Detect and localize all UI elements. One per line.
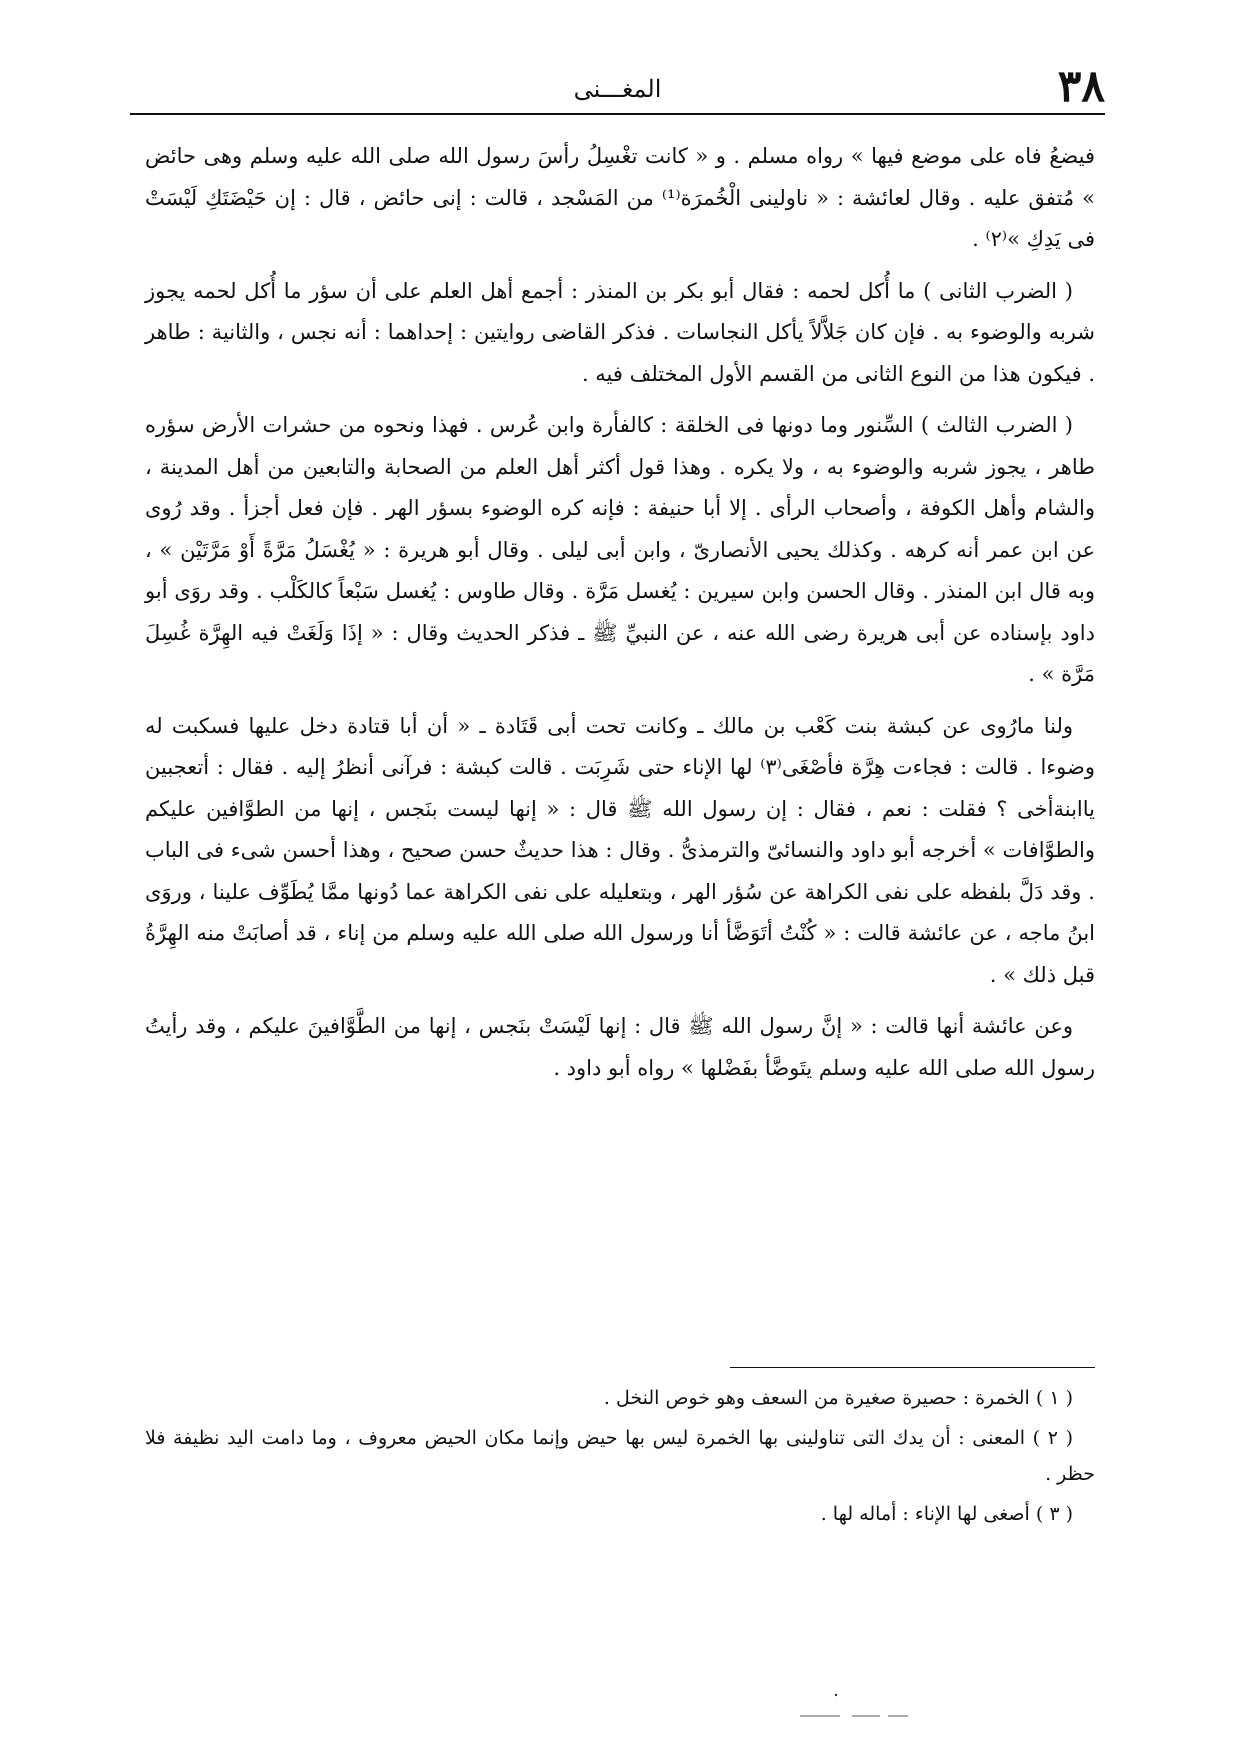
paragraph-3: ( الضرب الثالث ) السِّنور وما دونها فى الخلقة : كالفأرة وابن عُرس . فهذا ونحوه من حشرات الأرض سؤره طاهر ، يجوز شربه والوضوء به ، ولا يكره . وهذا قول أكثر أهل العلم من الصحابة والتابعين من أهل المدينة ، والشام وأهل الكوفة ، وأصحاب الرأى . إلا أبا حنيفة : فإنه كره الوضوء بسؤر الهر . فإن فعل أجزأ . وقد رُوى عن ابن عمر أنه كرهه . وكذلك يحيى الأنصارىّ ، وابن أبى ليلى . وقال أبو هريرة : « يُغْسَلُ مَرَّةً أَوْ مَرَّتَيْن » ، وبه قال ابن المنذر . وقال الحسن وابن سيرين : يُغسل مَرَّة . وقال طاوس : يُغسل سَبْعاً كالكَلْب . وقد روَى أبو داود بإسناده عن أبى هريرة رضى الله عنه ، عن النبيِّ ﷺ ـ فذكر الحديث وقال : « إذَا وَلَغَتْ فيه الهِرَّة غُسِلَ مَرَّة » . [145, 413, 1095, 686]
footnote-3: ( ٣ ) أصغى لها الإناء : أماله لها . [820, 1503, 1073, 1525]
paragraph-4: ولنا مارُوى عن كبشة بنت كَعْب بن مالك ـ وكانت تحت أبى قَتَادة ـ « أن أبا قتادة دخل عليها فسكبت له وضوءا . قالت : فجاءت هِرَّة فأصْغَى⁽٣⁾ لها الإناء حتى شَرِبَت . قالت كبشة : فرآنى أنظرُ إليه . فقال : أتعجبين ياابنةأخى ؟ فقلت : نعم ، فقال : إن رسول الله ﷺ قال : « إنها ليست بنَجس ، إنها من الطوَّافين عليكم والطوَّافات » أخرجه أبو داود والنسائىّ والترمذىُّ . وقال : هذا حديثٌ حسن صحيح ، وهذا أحسن شىء فى الباب . وقد دَلَّ بلفظه على نفى الكراهة عن سُؤر الهر ، وبتعليله على نفى الكراهة عما دُونها ممَّا يُطَوِّف علينا ، وروَى ابنُ ماجه ، عن عائشة قالت : « كُنْتُ أتَوَضَّأ أنا ورسول الله صلى الله عليه وسلم من إناء ، قد أصابَتْ منه الهِرَّةُ قبل ذلك » . [145, 713, 1096, 987]
footnote-rule [730, 1367, 1095, 1368]
footnote-2: ( ٢ ) المعنى : أن يدك التى تناولينى بها الخمرة ليس بها حيض وإنما مكان الحيض معروف ، وما دامت اليد نظيفة فلا حظر . [145, 1427, 1095, 1485]
page-header [130, 62, 1105, 112]
footnotes [145, 1380, 1095, 1536]
header-rule [130, 113, 1105, 115]
scan-artifact-marks [800, 1690, 910, 1720]
running-title: المغـــنى [573, 75, 662, 103]
paragraph-1: فيضعُ فاه على موضع فيها » رواه مسلم . و « كانت تغْسِلُ رأسَ رسول الله صلى الله عليه وسلم وهى حائض » مُتفق عليه . وقال لعائشة : « ناولينى الْخُمرَة⁽¹⁾ من المَسْجد ، قالت : إنى حائض ، قال : إن حَيْضَتَكِ لَيْسَتْ فى يَدِكِ »⁽٢⁾ . [145, 144, 1095, 251]
paragraph-5: وعن عائشة أنها قالت : « إنَّ رسول الله ﷺ قال : إنها لَيْسَتْ بنَجس ، إنها من الطَّوَّافينَ عليكم ، وقد رأيتُ رسول الله صلى الله عليه وسلم يتَوضَّأ بفَضْلها » رواه أبو داود . [145, 1014, 1095, 1080]
paragraph-2: ( الضرب الثانى ) ما أُكل لحمه : فقال أبو بكر بن المنذر : أجمع أهل العلم على أن سؤر ما أُكل لحمه يجوز شربه والوضوء به . فإن كان جَلاَّلاً يأكل النجاسات . فذكر القاضى روايتين : إحداهما : أنه نجس ، والثانية : طاهر . فيكون هذا من النوع الثانى من القسم الأول المختلف فيه . [145, 278, 1095, 386]
main-text [145, 136, 1095, 1099]
page-number: ٣٨ [1057, 61, 1105, 112]
footnote-1: ( ١ ) الخمرة : حصيرة صغيرة من السعف وهو خوص النخل . [603, 1387, 1073, 1409]
